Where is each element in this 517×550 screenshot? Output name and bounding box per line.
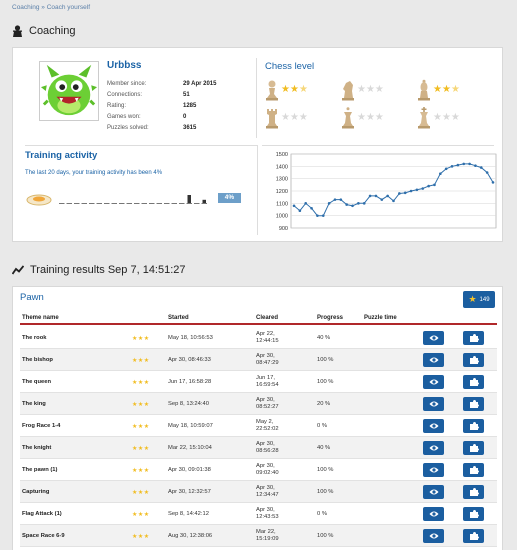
rating-point [293,205,296,208]
activity-day-baseline [202,203,208,204]
progress-value: 20 % [317,401,331,407]
activity-day-baseline [112,203,118,204]
cleared-time: Mar 22, 15:19:09 [256,528,279,542]
theme-name[interactable]: Frog Race 1-4 [22,423,61,429]
theme-name[interactable]: Capturing [22,489,50,495]
table-row [20,327,497,349]
level-queen: ★★★ [341,107,417,129]
eye-icon [429,334,439,342]
cleared-time: Jun 17, 16:59:54 [256,374,279,388]
view-button[interactable] [423,353,444,367]
progress-value: 100 % [317,467,334,473]
started-time: Sep 8, 13:24:40 [168,401,209,407]
profile-panel [25,58,257,138]
rating-point [410,190,413,193]
table-row [20,525,497,547]
knight-icon [341,79,355,101]
rating-point [416,188,419,191]
rating-point [310,207,313,210]
level-pawn: ★★★ [265,79,341,101]
table-row [20,459,497,481]
started-time: Mar 22, 15:10:04 [168,445,212,451]
y-tick-label: 1200 [275,189,288,195]
rook-icon [265,107,279,129]
rating-point [363,202,366,205]
cleared-time: Apr 22, 12:44:15 [256,330,279,344]
progress-value: 40 % [317,445,331,451]
eye-icon [429,510,439,518]
eye-icon [429,532,439,540]
activity-day-baseline [127,203,133,204]
avatar[interactable] [39,61,99,121]
table-row [20,349,497,371]
level-rook: ★★★ [265,107,341,129]
rating-point [328,202,331,205]
puzzle-button[interactable] [463,419,484,433]
rating-point [486,171,489,174]
stat-connections: Connections: 51 [107,92,190,98]
y-tick-label: 1100 [276,201,288,208]
table-row [20,393,497,415]
rating-point [304,202,307,205]
table-row [20,437,497,459]
star-count: 149 [479,296,490,303]
rating-point [445,168,448,171]
activity-percent-badge: 4% [218,193,241,203]
rating-point [299,209,302,212]
eye-icon [429,466,439,474]
divider [25,145,257,146]
rating-point [316,214,319,217]
cleared-time: Apr 30, 08:56:28 [256,440,279,454]
puzzle-button[interactable] [463,353,484,367]
divider [262,145,494,146]
plate-icon [27,195,51,205]
rating-point [474,164,477,167]
progress-value: 100 % [317,379,334,385]
puzzle-piece-icon [469,334,479,342]
puzzle-piece-icon [469,400,479,408]
rating-point [462,163,465,166]
y-tick-label: 900 [278,226,288,232]
cleared-time: May 2, 22:52:02 [256,418,279,432]
activity-day-baseline [67,203,73,204]
col-started[interactable]: Started [168,315,189,321]
col-theme[interactable]: Theme name [22,315,59,321]
king-icon [417,107,431,129]
level-king: ★★★ [417,107,493,129]
training-activity-panel [25,150,255,201]
theme-stars: ★★★ [132,335,150,342]
y-tick-label: 1500 [275,152,288,158]
results-table-body [20,327,497,547]
activity-day-baseline [82,203,88,204]
started-time: May 18, 10:59:07 [168,423,213,429]
rating-point [468,163,471,166]
activity-day-baseline [74,203,80,204]
rating-point [398,192,401,195]
queen-icon [341,107,355,129]
stat-games-won: Games won: 0 [107,114,187,120]
eye-icon [429,444,439,452]
started-time: May 18, 10:56:53 [168,335,213,341]
view-button[interactable] [423,375,444,389]
activity-bar [25,190,237,208]
table-row [20,481,497,503]
puzzle-piece-icon [469,532,479,540]
theme-name[interactable]: The pawn (1) [22,467,58,473]
puzzle-button[interactable] [463,331,484,345]
puzzle-button[interactable] [463,485,484,499]
view-button[interactable] [423,529,444,543]
activity-day-baseline [119,203,125,204]
stat-rating: Rating: 1285 [107,103,197,109]
rating-point [340,198,343,201]
rating-point [392,200,395,203]
progress-value: 100 % [317,489,334,495]
theme-name[interactable]: Flag Attack (1) [22,511,62,517]
training-results-title: Training results Sep 7, 14:51:27 [30,264,186,276]
theme-name[interactable]: The rook [22,335,47,341]
star-count-badge[interactable] [463,291,495,308]
cleared-time: Apr 30, 12:34:47 [256,484,279,498]
activity-day-baseline [172,203,178,204]
table-row [20,415,497,437]
progress-value: 0 % [317,423,327,429]
theme-stars: ★★★ [132,489,150,496]
activity-day-baseline [142,203,148,204]
rating-point [457,164,460,167]
view-button[interactable] [423,507,444,521]
results-table-header [20,313,497,325]
cleared-time: Apr 30, 12:43:53 [256,506,279,520]
eye-icon [429,356,439,364]
progress-value: 40 % [317,335,331,341]
section-pawn-title: Pawn [20,292,44,303]
rating-point [380,198,383,201]
username-link[interactable]: Urbbss [107,60,142,71]
page-title: Coaching [29,25,76,37]
puzzle-button[interactable] [463,375,484,389]
training-results-header [12,264,186,276]
activity-day-baseline [149,203,155,204]
eye-icon [429,422,439,430]
rating-point [433,184,436,187]
eye-icon [429,488,439,496]
view-button[interactable] [423,463,444,477]
activity-day-baseline [194,203,200,204]
level-bishop: ★★★ [417,79,493,101]
rating-point [492,181,495,184]
training-activity-title: Training activity [25,150,98,161]
rating-point [404,192,407,195]
eye-icon [429,378,439,386]
rating-point [345,203,348,206]
theme-stars: ★★★ [132,379,150,386]
cleared-time: Apr 30, 08:52:27 [256,396,279,410]
theme-name[interactable]: The knight [22,445,52,451]
training-activity-text: The last 20 days, your training activity has been 4% [25,170,163,176]
view-button[interactable] [423,485,444,499]
coaching-header [12,25,75,37]
puzzle-piece-icon [469,378,479,386]
training-results-card [12,286,503,550]
y-tick-label: 1400 [275,164,288,171]
theme-stars: ★★★ [132,423,150,430]
puzzle-button[interactable] [463,529,484,543]
started-time: Apr 30, 09:01:38 [168,467,211,473]
rating-point [322,214,325,217]
table-row [20,371,497,393]
table-row [20,503,497,525]
view-button[interactable] [423,419,444,433]
rating-point [357,202,360,205]
view-button[interactable] [423,441,444,455]
theme-stars: ★★★ [132,401,150,408]
activity-day-baseline [179,203,185,204]
progress-value: 100 % [317,533,334,539]
activity-day-baseline [59,203,65,204]
theme-stars: ★★★ [132,511,150,518]
activity-day-bar [203,200,207,203]
chess-level-grid [265,76,493,132]
rating-point [451,165,454,168]
theme-stars: ★★★ [132,445,150,452]
rating-point [375,195,378,198]
coach-person-icon [12,25,23,37]
activity-day-bar [188,195,192,203]
stat-puzzles-solved: Puzzles solved: 3615 [107,125,197,131]
monster-avatar-icon [40,62,98,120]
stat-member-since: Member since: 29 Apr 2015 [107,81,217,87]
profile-stats [107,79,227,134]
started-time: Jun 17, 16:58:28 [168,379,212,385]
col-puzzle-time[interactable]: Puzzle time [364,315,397,321]
theme-stars: ★★★ [132,467,150,474]
star-icon: ★ [468,294,477,304]
breadcrumb[interactable]: Coaching » Coach yourself [12,4,91,11]
activity-day-baseline [89,203,95,204]
view-button[interactable] [423,397,444,411]
rating-point [421,187,424,190]
coaching-card [12,47,503,242]
y-tick-label: 1000 [275,213,288,220]
rating-chart [263,148,498,238]
rating-point [439,172,442,175]
puzzle-button[interactable] [463,397,484,411]
started-time: Apr 30, 08:46:33 [168,357,211,363]
puzzle-button[interactable] [463,507,484,521]
rating-point [369,195,372,198]
chess-level-panel [262,58,494,138]
theme-stars: ★★★ [132,533,150,540]
pawn-icon [265,79,279,101]
rating-point [386,195,389,198]
rating-point [480,166,483,169]
started-time: Apr 30, 12:32:57 [168,489,211,495]
activity-day-baseline [104,203,110,204]
rating-point [427,185,430,188]
level-knight: ★★★ [341,79,417,101]
activity-day-baseline [134,203,140,204]
view-button[interactable] [423,331,444,345]
puzzle-button[interactable] [463,463,484,477]
bishop-icon [417,79,431,101]
theme-name[interactable]: Space Race 6-9 [22,533,65,539]
puzzle-piece-icon [469,488,479,496]
progress-value: 0 % [317,511,327,517]
theme-name[interactable]: The queen [22,379,51,385]
started-time: Sep 8, 14:42:12 [168,511,209,517]
puzzle-button[interactable] [463,441,484,455]
activity-day-baseline [157,203,163,204]
activity-day-baseline [187,203,193,204]
puzzle-piece-icon [469,466,479,474]
eye-icon [429,400,439,408]
trend-line-icon [12,265,24,275]
puzzle-piece-icon [469,422,479,430]
puzzle-piece-icon [469,356,479,364]
col-cleared[interactable]: Cleared [256,315,279,321]
cleared-time: Apr 30, 08:47:29 [256,352,279,366]
chess-level-title: Chess level [265,61,315,72]
rating-point [351,205,354,208]
col-progress[interactable]: Progress [317,315,344,321]
theme-name[interactable]: The bishop [22,357,53,363]
puzzle-piece-icon [469,510,479,518]
cleared-time: Apr 30, 09:02:40 [256,462,279,476]
started-time: Aug 30, 12:38:06 [168,533,213,539]
theme-name[interactable]: The king [22,401,46,407]
puzzle-piece-icon [469,444,479,452]
divider [257,145,258,235]
progress-value: 100 % [317,357,334,363]
activity-day-baseline [164,203,170,204]
activity-day-baseline [97,203,103,204]
theme-stars: ★★★ [132,357,150,364]
y-tick-label: 1300 [275,176,288,183]
rating-point [334,198,337,201]
